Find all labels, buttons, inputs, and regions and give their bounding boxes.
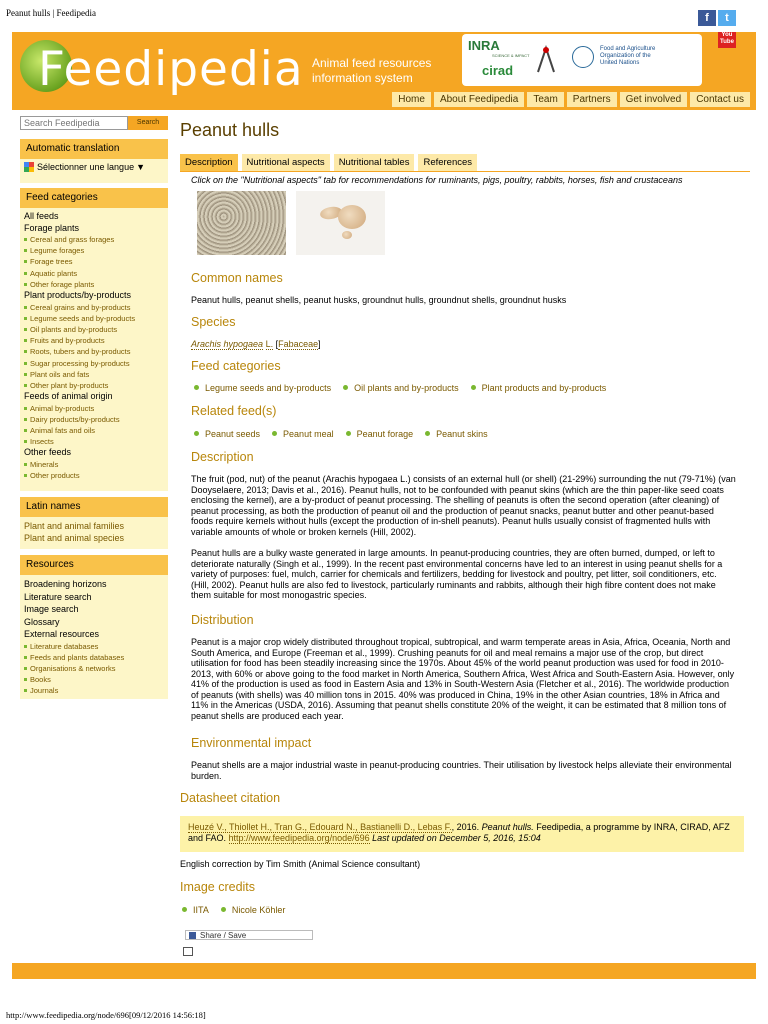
section-feed-categories: Feed categories: [191, 359, 281, 373]
section-image-credits: Image credits: [180, 880, 256, 894]
tab-hint: Click on the "Nutritional aspects" tab for recommendations for ruminants, pigs, poultry, rabbits, horses, fish and crustaceans: [191, 175, 683, 185]
latin-names-panel: [20, 497, 168, 549]
cirad-logo[interactable]: cirad: [482, 63, 514, 78]
nav-get-involved[interactable]: Get involved: [620, 92, 688, 107]
feed-category-item[interactable]: Insects: [24, 436, 164, 447]
resource-item[interactable]: Literature search: [24, 591, 92, 602]
common-names-text: Peanut hulls, peanut shells, peanut husks, groundnut hulls, groundnut shells, groundnut husks: [191, 295, 567, 305]
feed-category-item[interactable]: Dairy products/by-products: [24, 414, 164, 425]
feed-category-group[interactable]: Feeds of animal origin: [24, 391, 113, 402]
browser-footer-url: http://www.feedipedia.org/node/696[09/12/2016 14:56:18]: [6, 1010, 206, 1020]
resources-title: Resources: [20, 555, 168, 575]
species-name-link[interactable]: Arachis hypogaea: [191, 339, 264, 349]
resource-item[interactable]: Image search: [24, 604, 79, 614]
citation-url-link[interactable]: http://www.feedipedia.org/node/696: [228, 833, 370, 843]
peanut-shells-photo[interactable]: [296, 191, 385, 255]
latin-names-title: Latin names: [20, 497, 168, 517]
resource-sub-item[interactable]: Organisations & networks: [24, 663, 164, 674]
description-paragraph-1: The fruit (pod, nut) of the peanut (Arachis hypogaea L.) consists of an external hull (or shell) (21-29%) surrounding the nut (79-71%) (van Dooyselaere, 2013; Davis et al., 2016). Peanut hulls, not to be confounded with peanut skins (which are the thin paper-like seed coats enclosing the kernel), are a by-product of peanut processing. The shelling of peanuts is often the second operation (after cleaning) of peanut processing, as both the production of peanut oil and the production of peanut snacks, peanut butter and other peanut-based foods require kernels without hulls (except the production of in-shell peanuts). Peanut hulls usually consist of fragmented hulls with variable amounts of whole or broken kernels (Hill, 2002).: [191, 474, 736, 537]
feed-category-item[interactable]: Other plant by-products: [24, 380, 164, 391]
feed-category-item[interactable]: Roots, tubers and by-products: [24, 346, 164, 357]
resources-list: [20, 575, 168, 701]
feed-category-item[interactable]: Aquatic plants: [24, 268, 164, 279]
citation-updated: Last updated on December 5, 2016, 15:04: [369, 833, 541, 843]
chip-peanut-skins[interactable]: Peanut skins: [425, 429, 488, 439]
resources-panel: [20, 555, 168, 699]
feed-category-item[interactable]: Other products: [24, 470, 164, 481]
species-family-link[interactable]: Fabaceae: [278, 339, 319, 349]
citation-year: , 2016.: [451, 822, 482, 832]
nav-team[interactable]: Team: [527, 92, 563, 107]
section-datasheet-citation: Datasheet citation: [180, 791, 281, 805]
citation-authors[interactable]: Heuzé V., Thiollet H., Tran G., Edouard N., Bastianelli D., Lebas F.: [188, 822, 452, 832]
citation-work: Peanut hulls.: [481, 822, 534, 832]
feed-category-item[interactable]: Sugar processing by-products: [24, 358, 164, 369]
page-title: Peanut hulls: [180, 120, 280, 140]
search-button[interactable]: Search: [128, 116, 168, 130]
description-paragraph-2: Peanut hulls are a bulky waste generated in large amounts. In peanut-producing countries, they are often burned, dumped, or left to deteriorate naturally (Singh et al., 1999). In the recent past environmental concerns have led to an interest in using peanut shells for a variety of purposes: fuel, mulch, carrier for chemicals and fertilizers, bedding for livestock and poultry, pet litter, soil conditioners, etc. (Hill, 2002). Peanut hulls are also fed to livestock, particularly ruminants and rabbits, although their high fibre content does not make them suitable for most monogastric species.: [191, 548, 723, 600]
youtube-icon[interactable]: [718, 32, 736, 48]
resource-item[interactable]: External resources: [24, 629, 100, 639]
resource-sub-item[interactable]: Literature databases: [24, 641, 164, 652]
feed-categories-list: [20, 208, 168, 485]
section-species: Species: [191, 315, 236, 329]
share-save-button[interactable]: [185, 930, 313, 940]
tagline-line-1: Animal feed resources: [312, 56, 432, 70]
section-environmental-impact: Environmental impact: [191, 736, 312, 750]
print-icon[interactable]: [183, 947, 193, 956]
latin-item-families[interactable]: Plant and animal families: [24, 521, 125, 531]
feed-categories-chips: [194, 383, 606, 393]
related-feeds-chips: [194, 429, 488, 439]
feed-category-item[interactable]: Fruits and by-products: [24, 335, 164, 346]
language-select[interactable]: [20, 159, 168, 175]
peanut-hulls-photo[interactable]: [197, 191, 286, 255]
tab-nutritional-tables[interactable]: Nutritional tables: [334, 154, 415, 171]
afz-logo-icon[interactable]: [534, 42, 558, 78]
resource-item[interactable]: Glossary: [24, 616, 60, 627]
tab-references[interactable]: References: [418, 154, 477, 171]
footer-bar: [12, 963, 756, 979]
partner-logos: [462, 34, 702, 86]
youtube-label-1: You: [721, 32, 733, 38]
inra-logo[interactable]: INRA: [468, 38, 500, 53]
fao-logo-icon[interactable]: [572, 46, 594, 68]
feed-category-item[interactable]: Other forage plants: [24, 279, 164, 290]
main-nav: [392, 92, 750, 107]
nav-about[interactable]: About Feedipedia: [434, 92, 524, 107]
tab-divider: [180, 171, 750, 172]
section-description: Description: [191, 450, 254, 464]
translation-title: Automatic translation: [20, 139, 168, 159]
feed-category-item[interactable]: Plant oils and fats: [24, 369, 164, 380]
chip-legume-seeds[interactable]: Legume seeds and by-products: [194, 383, 331, 393]
feed-category-item[interactable]: Legume forages: [24, 245, 164, 256]
feed-category-item[interactable]: Forage trees: [24, 256, 164, 267]
search-input[interactable]: [20, 116, 128, 130]
fao-line-1: Food and Agriculture: [600, 46, 656, 52]
english-correction: English correction by Tim Smith (Animal Science consultant): [180, 859, 421, 869]
youtube-label-2: Tube: [720, 39, 734, 45]
environmental-text: Peanut shells are a major industrial waste in peanut-producing countries. Their utilisation by livestock helps alleviate their environmental burden.: [191, 760, 732, 781]
chip-oil-plants[interactable]: Oil plants and by-products: [343, 383, 459, 393]
browser-page-title: Peanut hulls | Feedipedia: [6, 8, 97, 18]
feed-category-item[interactable]: Animal fats and oils: [24, 425, 164, 436]
tagline-line-2: information system: [312, 71, 413, 85]
citation-rest: Feedipedia, a programme by INRA, CIRAD, AFZ and FAO.: [188, 822, 730, 843]
site-logo[interactable]: Feedipedia: [38, 42, 304, 97]
chip-peanut-seeds[interactable]: Peanut seeds: [194, 429, 260, 439]
section-common-names: Common names: [191, 271, 283, 285]
chevron-down-icon: ▼: [136, 162, 145, 172]
credit-nicole-kohler[interactable]: Nicole Köhler: [221, 905, 286, 915]
resource-sub-item[interactable]: Feeds and plants databases: [24, 652, 164, 663]
feed-category-item[interactable]: Minerals: [24, 459, 164, 470]
twitter-icon[interactable]: t: [718, 10, 736, 26]
feed-categories-panel: [20, 188, 168, 491]
tab-bar: [180, 154, 477, 171]
translation-panel: [20, 139, 168, 183]
share-icon: [189, 932, 196, 939]
feed-category-group[interactable]: Other feeds: [24, 447, 72, 458]
image-credits-list: [182, 905, 285, 915]
chip-peanut-meal[interactable]: Peanut meal: [272, 429, 334, 439]
resource-sub-item[interactable]: Books: [24, 674, 164, 685]
language-select-label: Sélectionner une langue: [37, 162, 135, 172]
feed-category-group[interactable]: All feeds: [24, 211, 59, 221]
resource-item[interactable]: Broadening horizons: [24, 579, 107, 589]
share-label: Share / Save: [200, 931, 247, 940]
resource-sub-item[interactable]: Journals: [24, 685, 164, 696]
feed-category-item[interactable]: Legume seeds and by-products: [24, 313, 164, 324]
fao-line-3: United Nations: [600, 60, 640, 66]
citation-box: [180, 816, 744, 852]
tab-nutritional-aspects[interactable]: Nutritional aspects: [242, 154, 330, 171]
feed-category-group[interactable]: Plant products/by-products: [24, 290, 132, 301]
feed-category-item[interactable]: Animal by-products: [24, 403, 164, 414]
feed-category-item[interactable]: Cereal grains and by-products: [24, 302, 164, 313]
distribution-text: Peanut is a major crop widely distributed throughout tropical, subtropical, and warm temperate areas in Asia, Africa, Oceania, North and South America, and Europe (Freeman et al., 1999). Crushing peanuts for oil and meal remains a major use of the crop, but direct utilisation for food has been steadily increasing since the 1970s. About 45% of the world peanut production was used for food in 2010-2013, with 60% or above going to the food market in North America, Southern Africa, West Africa and South-Eastern Asia. However, only 41% of the production is used as food in Eastern Asia and 13% in South-Western Asia (Fletcher et al., 2016). The worldwide production of peanuts (with shells) was 40 million tons in 2015. 40% was produced in China, 19% in the other Asian countries, 18% in Africa and 11% in the Americas (USDA, 2016). Assuming that peanut shells constitute 20% of the weight, it can be estimated that 8 million tons of peanut shells are produced each year.: [191, 637, 735, 721]
nav-partners[interactable]: Partners: [567, 92, 617, 107]
feed-category-item[interactable]: Oil plants and by-products: [24, 324, 164, 335]
feed-categories-title: Feed categories: [20, 188, 168, 208]
section-related-feeds: Related feed(s): [191, 404, 277, 418]
latin-item-species[interactable]: Plant and animal species: [24, 533, 125, 543]
species-text: Arachis hypogaea L. [Fabaceae]: [191, 339, 321, 349]
species-author[interactable]: L.: [265, 339, 274, 349]
chip-plant-products[interactable]: Plant products and by-products: [471, 383, 607, 393]
feed-category-item[interactable]: Cereal and grass forages: [24, 234, 164, 245]
nav-home[interactable]: Home: [392, 92, 431, 107]
google-icon: [24, 162, 34, 172]
inra-subtitle: SCIENCE & IMPACT: [492, 53, 530, 58]
fao-line-2: Organization of the: [600, 53, 651, 59]
site-tagline: [312, 56, 431, 86]
tab-description[interactable]: Description: [180, 154, 238, 171]
fao-name: [600, 46, 700, 67]
feed-category-group[interactable]: Forage plants: [24, 222, 80, 233]
nav-contact[interactable]: Contact us: [690, 92, 750, 107]
credit-iita[interactable]: IITA: [182, 905, 209, 915]
chip-peanut-forage[interactable]: Peanut forage: [346, 429, 414, 439]
section-distribution: Distribution: [191, 613, 254, 627]
facebook-icon[interactable]: f: [698, 10, 716, 26]
search-form: [20, 116, 168, 130]
